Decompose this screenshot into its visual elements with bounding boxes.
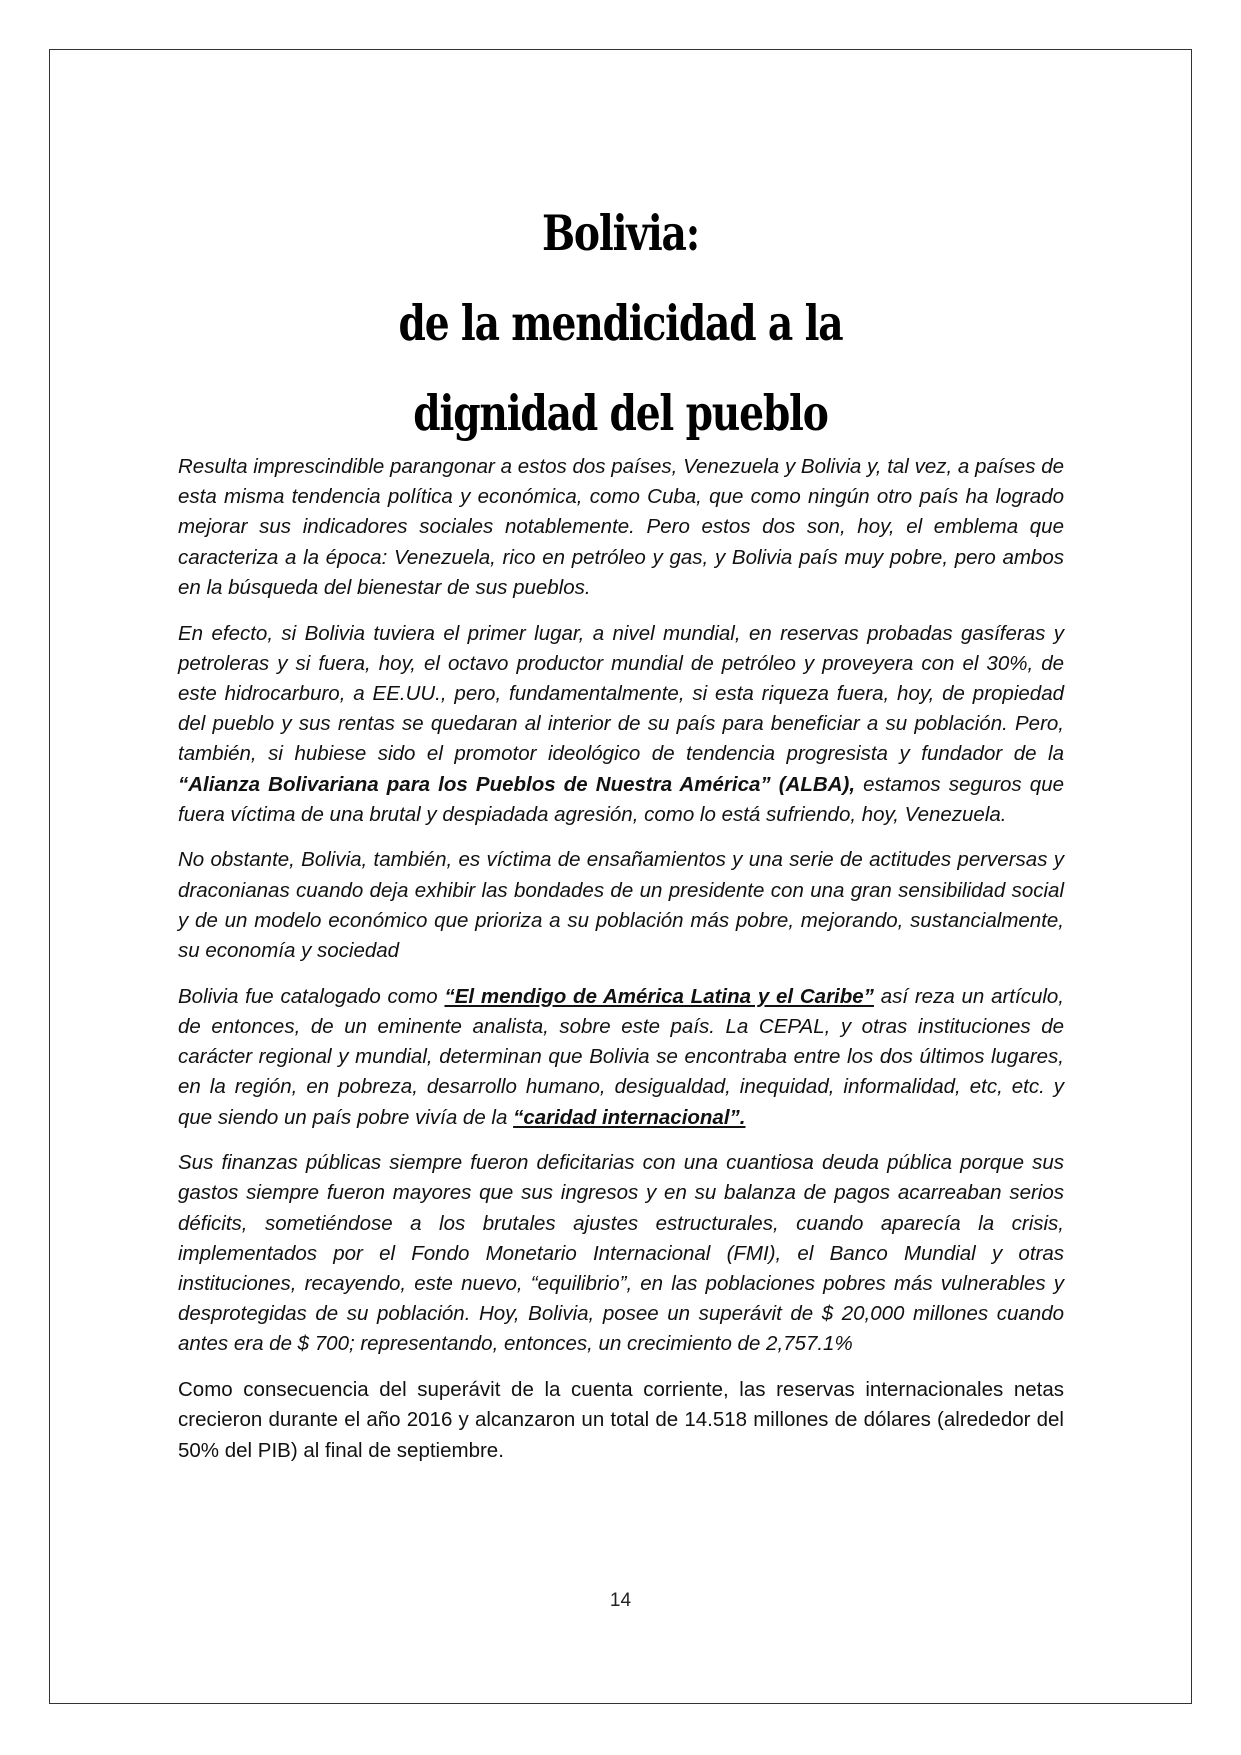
paragraph-3: No obstante, Bolivia, también, es víctima de ensañamientos y una serie de actitudes perversas y draconianas cuando deja exhibir las bondades de un presidente con una gran sensibilidad social y de un modelo económico que prioriza a su población más pobre, mejorando, sustancialmente, su economía y sociedad	[178, 848, 1064, 963]
page-title	[163, 188, 1077, 458]
paragraph-2-text-a: En efecto, si Bolivia tuviera el primer lugar, a nivel mundial, en reservas probadas gasíferas y petroleras y si fuera, hoy, el octavo productor mundial de petróleo y proveyera con el 30%, de este hidrocarburo, a EE.UU., pero, fundamentalmente, si esta riqueza fuera, hoy, de propiedad del pueblo y sus rentas se quedaran al interior de su país para beneficiar a su población. Pero, también, si hubiese sido el promotor ideológico de tendencia progresista y fundador de la	[178, 621, 1064, 766]
paragraph-4-text-b: así reza un artículo, de entonces, de un eminente analista, sobre este país. La CEPAL, y otras instituciones de carácter regional y mundial, determinan que Bolivia se encontraba entre los dos últimos lugares, en la región, en pobreza, desarrollo humano, desigualdad, inequidad, informalidad, etc, etc. y que siendo un país pobre vivía de la	[178, 984, 1065, 1129]
mendigo-quote: “El mendigo de América Latina y el Caribe”	[444, 984, 874, 1008]
paragraph-6: Como consecuencia del superávit de la cuenta corriente, las reservas internacionales netas crecieron durante el año 2016 y alcanzaron un total de 14.518 millones de dólares (alrededor del 50% del PIB) al final de septiembre.	[178, 1378, 1064, 1462]
title-line-3: dignidad del pueblo	[413, 384, 828, 442]
paragraph-2	[178, 619, 1064, 830]
title-line-2: de la mendicidad a la	[398, 294, 843, 352]
paragraph-4-text-a: Bolivia fue catalogado como	[178, 984, 445, 1008]
page-number: 14	[609, 1590, 632, 1611]
title-line-1: Bolivia:	[542, 204, 699, 262]
paragraph-5: Sus finanzas públicas siempre fueron deficitarias con una cuantiosa deuda pública porque sus gastos siempre fueron mayores que sus ingresos y en su balanza de pagos acarreaban serios déficits, sometiéndose a los brutales ajustes estructurales, cuando aparecía la crisis, implementados por el Fondo Monetario Internacional (FMI), el Banco Mundial y otras instituciones, recayendo, este nuevo, “equilibrio”, en las poblaciones pobres más vulnerables y desprotegidas de su población. Hoy, Bolivia, posee un superávit de $ 20,000 millones cuando antes era de $ 700; representando, entonces, un crecimiento de 2,757.1%	[178, 1151, 1064, 1356]
article-body	[178, 452, 1064, 1481]
paragraph-1: Resulta imprescindible parangonar a estos dos países, Venezuela y Bolivia y, tal vez, a países de esta misma tendencia política y económica, como Cuba, que como ningún otro país ha logrado mejorar sus indicadores sociales notablemente. Pero estos dos son, hoy, el emblema que caracteriza a la época: Venezuela, rico en petróleo y gas, y Bolivia país muy pobre, pero ambos en la búsqueda del bienestar de sus pueblos.	[178, 455, 1064, 599]
paragraph-4	[178, 982, 1064, 1133]
caridad-quote: “caridad internacional”.	[513, 1105, 746, 1129]
alba-name: “Alianza Bolivariana para los Pueblos de Nuestra América” (ALBA),	[178, 772, 856, 796]
paragraph-2-text-b: estamos seguros que fuera víctima de una brutal y despiadada agresión, como lo está sufriendo, hoy, Venezuela.	[178, 772, 1064, 826]
